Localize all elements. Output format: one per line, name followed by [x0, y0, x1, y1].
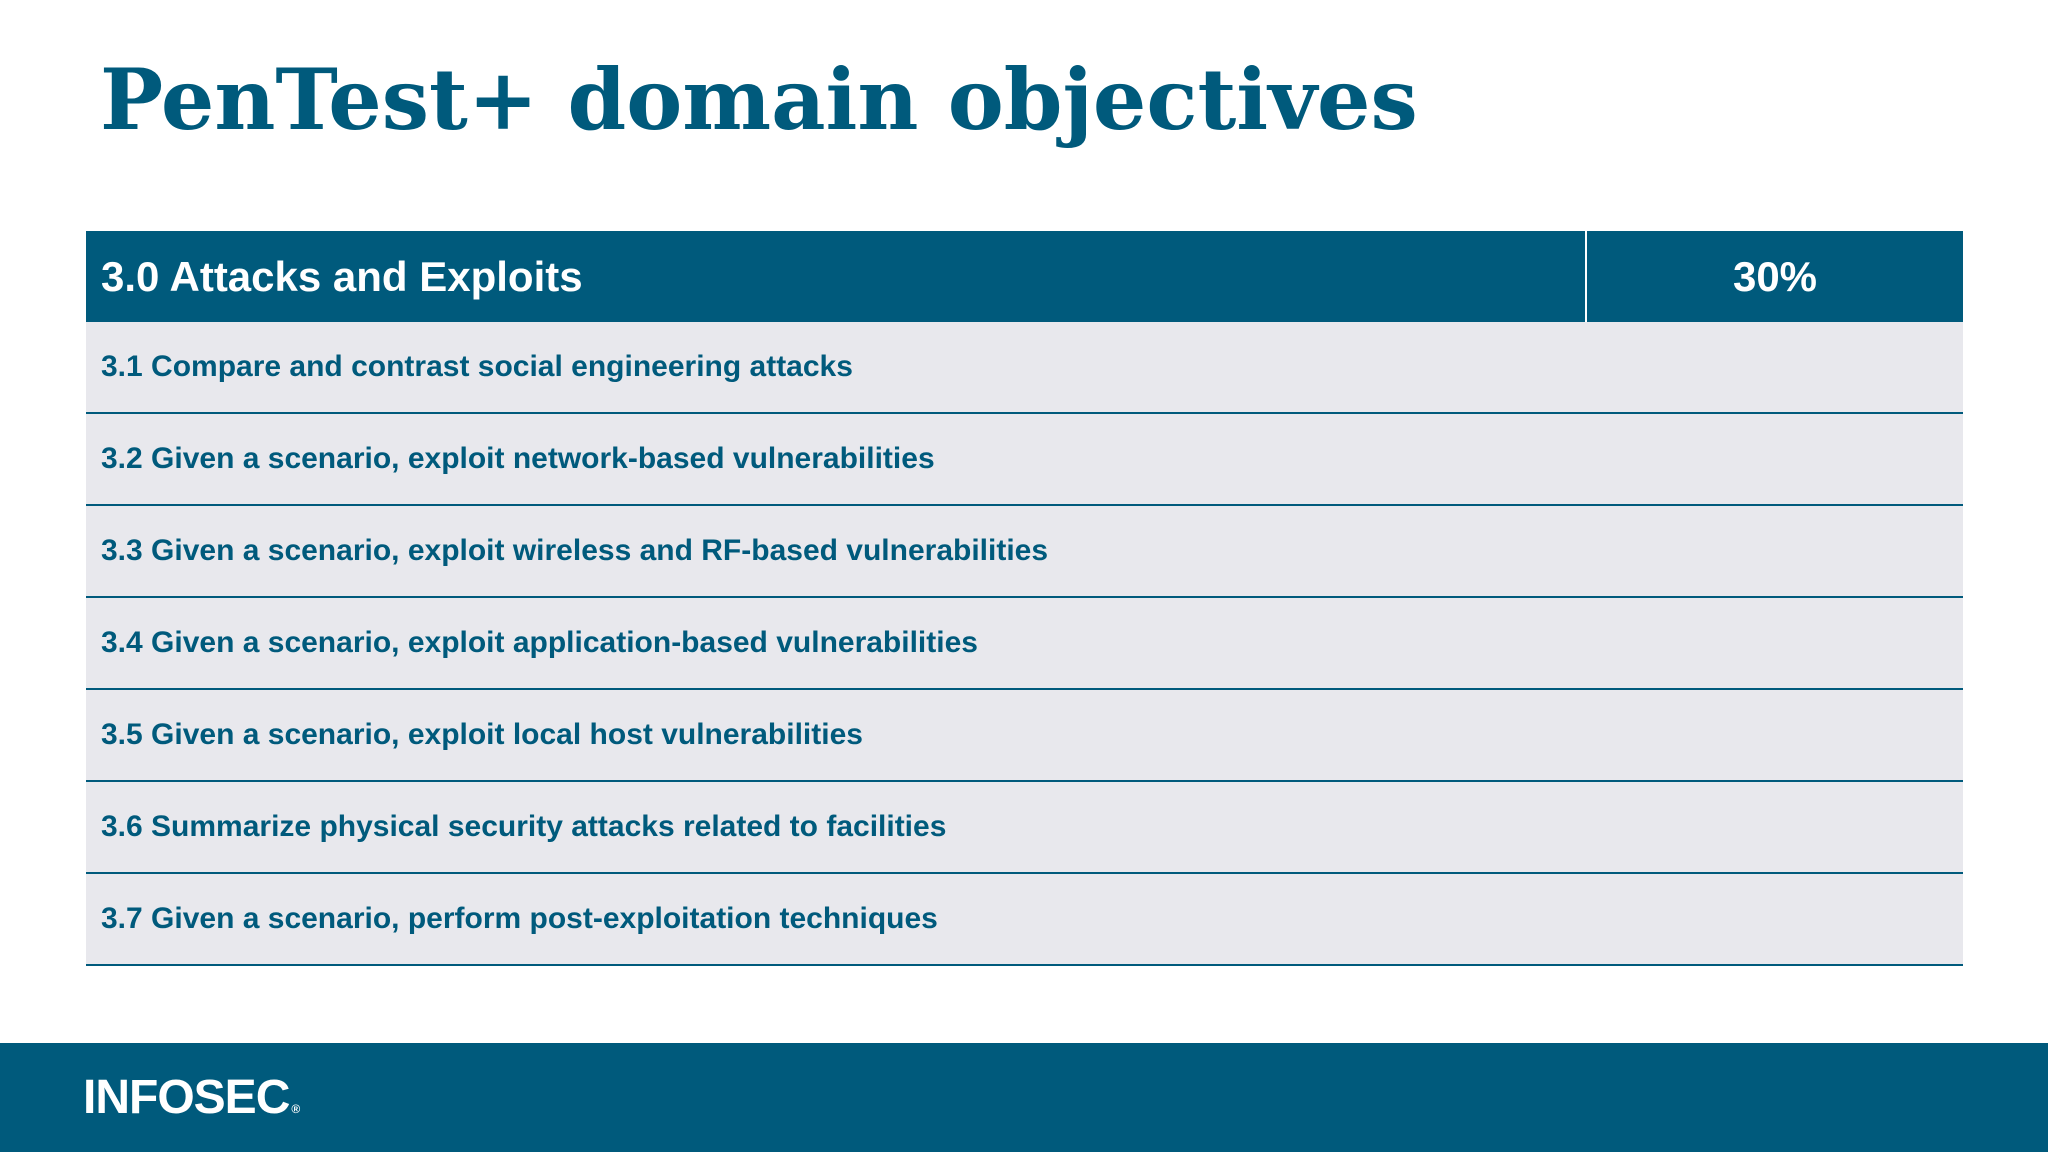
table-row	[86, 597, 1963, 689]
objective-3-7: 3.7 Given a scenario, perform post-exploitation techniques	[86, 873, 1963, 965]
slide-title: PenTest+ domain objectives	[100, 50, 1418, 149]
footer-bar	[0, 1043, 2048, 1152]
domain-title: 3.0 Attacks and Exploits	[86, 231, 1586, 322]
domain-weight: 30%	[1586, 231, 1963, 322]
objective-3-6: 3.6 Summarize physical security attacks related to facilities	[86, 781, 1963, 873]
registered-mark: ®	[291, 1102, 301, 1116]
objective-3-1: 3.1 Compare and contrast social engineering attacks	[86, 322, 1963, 413]
infosec-logo	[83, 1071, 300, 1136]
table-header-row	[86, 231, 1963, 322]
objective-3-3: 3.3 Given a scenario, exploit wireless and RF-based vulnerabilities	[86, 505, 1963, 597]
table-row	[86, 873, 1963, 965]
objective-3-4: 3.4 Given a scenario, exploit application-based vulnerabilities	[86, 597, 1963, 689]
objective-3-2: 3.2 Given a scenario, exploit network-based vulnerabilities	[86, 413, 1963, 505]
table-row	[86, 505, 1963, 597]
objectives-table	[86, 231, 1963, 966]
table-row	[86, 689, 1963, 781]
table-row	[86, 781, 1963, 873]
logo-text: INFOSEC	[83, 1071, 290, 1124]
table-row	[86, 413, 1963, 505]
objective-3-5: 3.5 Given a scenario, exploit local host vulnerabilities	[86, 689, 1963, 781]
table-row	[86, 322, 1963, 413]
